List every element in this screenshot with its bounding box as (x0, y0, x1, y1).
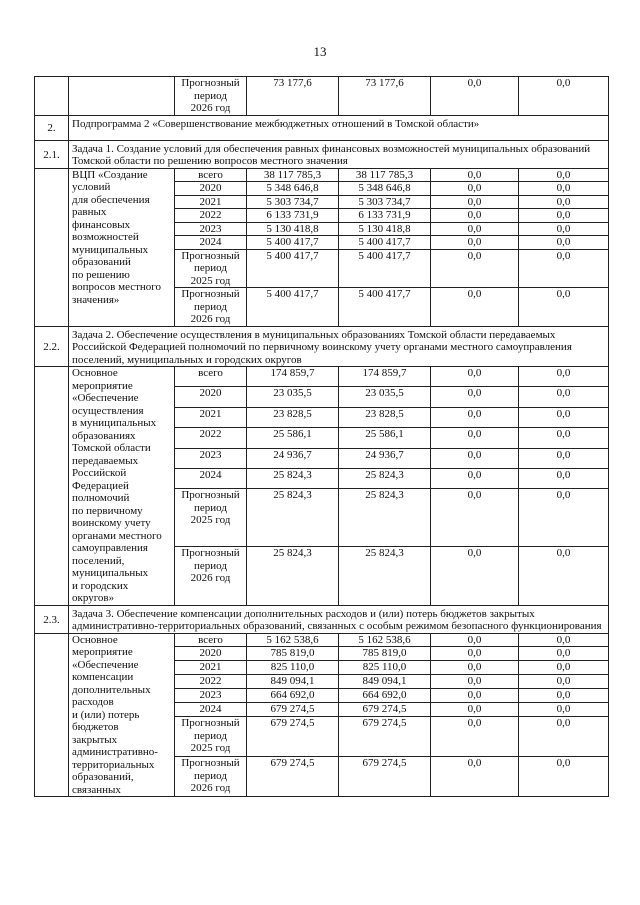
period-cell: Прогнозный период 2025 год (175, 249, 247, 288)
value-cell: 5 130 418,8 (339, 222, 431, 236)
value-cell: 25 824,3 (339, 547, 431, 605)
value-cell: 849 094,1 (247, 675, 339, 689)
value-cell: 73 177,6 (247, 77, 339, 116)
value-cell: 679 274,5 (247, 757, 339, 797)
value-cell: 0,0 (519, 77, 609, 116)
value-cell: 664 692,0 (247, 689, 339, 703)
row-number: 2.2. (35, 326, 69, 367)
task-row (35, 605, 609, 633)
value-cell: 0,0 (431, 689, 519, 703)
period-cell: Прогнозный период 2026 год (175, 757, 247, 797)
period-cell: 2022 (175, 428, 247, 448)
budget-table (34, 76, 609, 797)
period-cell: 2020 (175, 182, 247, 196)
period-cell: всего (175, 367, 247, 387)
task-title: Задача 1. Создание условий для обеспечения равных финансовых возможностей муниципальных образований Томской области по решению вопросов местного значения (69, 140, 609, 168)
value-cell: 5 162 538,6 (247, 633, 339, 647)
period-cell: 2020 (175, 647, 247, 661)
table-row (35, 633, 609, 647)
value-cell: 0,0 (519, 407, 609, 427)
value-cell: 849 094,1 (339, 675, 431, 689)
value-cell: 0,0 (431, 288, 519, 327)
value-cell: 0,0 (519, 489, 609, 547)
number-cell (35, 633, 69, 797)
period-cell: Прогнозный период 2026 год (175, 288, 247, 327)
table-row (35, 168, 609, 182)
value-cell: 0,0 (431, 236, 519, 250)
value-cell: 174 859,7 (247, 367, 339, 387)
period-cell: 2024 (175, 468, 247, 488)
value-cell: 5 400 417,7 (339, 288, 431, 327)
value-cell: 0,0 (519, 703, 609, 717)
value-cell: 0,0 (431, 407, 519, 427)
value-cell: 38 117 785,3 (339, 168, 431, 182)
value-cell: 5 348 646,8 (339, 182, 431, 196)
period-cell: 2024 (175, 236, 247, 250)
activity-name: Основное мероприятие «Обеспечение осуществления в муниципальных образованиях Томской области передаваемых Российской Федерацией полномочий по первичному воинскому учету органами местного самоуправления поселений, муниципальных и городских округов» (69, 367, 175, 606)
value-cell: 23 828,5 (339, 407, 431, 427)
value-cell: 0,0 (431, 547, 519, 605)
value-cell: 0,0 (431, 647, 519, 661)
task-title: Задача 3. Обеспечение компенсации дополнительных расходов и (или) потерь бюджетов закрытых административно-территориальных образований, связанных с особым режимом безопасного функционирования (69, 605, 609, 633)
value-cell: 5 400 417,7 (247, 288, 339, 327)
value-cell: 679 274,5 (339, 703, 431, 717)
value-cell: 0,0 (519, 236, 609, 250)
period-cell: 2022 (175, 675, 247, 689)
value-cell: 0,0 (431, 633, 519, 647)
value-cell: 0,0 (431, 717, 519, 757)
value-cell: 5 303 734,7 (339, 195, 431, 209)
period-cell: 2021 (175, 661, 247, 675)
value-cell: 0,0 (431, 77, 519, 116)
value-cell: 6 133 731,9 (339, 209, 431, 223)
value-cell: 0,0 (519, 209, 609, 223)
value-cell: 0,0 (431, 222, 519, 236)
value-cell: 679 274,5 (247, 703, 339, 717)
value-cell: 0,0 (519, 367, 609, 387)
value-cell: 5 400 417,7 (339, 236, 431, 250)
row-number: 2.3. (35, 605, 69, 633)
value-cell: 0,0 (519, 675, 609, 689)
period-cell: 2023 (175, 448, 247, 468)
value-cell: 785 819,0 (339, 647, 431, 661)
value-cell: 5 162 538,6 (339, 633, 431, 647)
value-cell: 0,0 (519, 387, 609, 407)
value-cell: 0,0 (519, 195, 609, 209)
table-row (35, 367, 609, 387)
value-cell: 0,0 (431, 661, 519, 675)
value-cell: 0,0 (431, 675, 519, 689)
value-cell: 0,0 (519, 647, 609, 661)
value-cell: 38 117 785,3 (247, 168, 339, 182)
value-cell: 0,0 (431, 182, 519, 196)
value-cell: 0,0 (431, 428, 519, 448)
value-cell: 0,0 (519, 182, 609, 196)
value-cell: 0,0 (519, 249, 609, 288)
value-cell: 5 400 417,7 (247, 249, 339, 288)
task-row (35, 326, 609, 367)
value-cell: 23 828,5 (247, 407, 339, 427)
value-cell: 5 303 734,7 (247, 195, 339, 209)
period-cell: Прогнозный период 2025 год (175, 717, 247, 757)
value-cell: 25 824,3 (247, 468, 339, 488)
value-cell: 25 824,3 (339, 468, 431, 488)
value-cell: 0,0 (431, 757, 519, 797)
row-number: 2. (35, 115, 69, 140)
period-cell: 2023 (175, 689, 247, 703)
value-cell: 25 824,3 (247, 547, 339, 605)
task-title: Задача 2. Обеспечение осуществления в муниципальных образованиях Томской области передаваемых Российской Федерацией полномочий по первичному воинскому учету органами местного самоуправления поселений, муниципальных и городских округов (69, 326, 609, 367)
value-cell: 24 936,7 (247, 448, 339, 468)
period-cell: Прогнозный период 2025 год (175, 489, 247, 547)
value-cell: 25 586,1 (247, 428, 339, 448)
value-cell: 23 035,5 (339, 387, 431, 407)
value-cell: 73 177,6 (339, 77, 431, 116)
period-cell: 2024 (175, 703, 247, 717)
value-cell: 5 400 417,7 (247, 236, 339, 250)
value-cell: 0,0 (519, 547, 609, 605)
value-cell: 0,0 (519, 428, 609, 448)
period-cell: Прогнозный период 2026 год (175, 77, 247, 116)
value-cell: 0,0 (431, 387, 519, 407)
value-cell: 0,0 (431, 367, 519, 387)
page-number: 13 (313, 44, 327, 59)
period-cell: 2020 (175, 387, 247, 407)
value-cell: 0,0 (519, 717, 609, 757)
value-cell: 25 824,3 (247, 489, 339, 547)
value-cell: 664 692,0 (339, 689, 431, 703)
period-cell: всего (175, 633, 247, 647)
value-cell: 825 110,0 (339, 661, 431, 675)
number-cell (35, 367, 69, 606)
value-cell: 0,0 (519, 661, 609, 675)
period-cell: 2021 (175, 407, 247, 427)
value-cell: 6 133 731,9 (247, 209, 339, 223)
activity-name: Основное мероприятие «Обеспечение компенсации дополнительных расходов и (или) потерь бюджетов закрытых административно- территориальных образований, связанных (69, 633, 175, 797)
value-cell: 0,0 (431, 703, 519, 717)
value-cell: 679 274,5 (247, 717, 339, 757)
value-cell: 0,0 (431, 168, 519, 182)
value-cell: 24 936,7 (339, 448, 431, 468)
value-cell: 0,0 (431, 468, 519, 488)
period-cell: 2023 (175, 222, 247, 236)
value-cell: 679 274,5 (339, 717, 431, 757)
value-cell: 0,0 (519, 757, 609, 797)
value-cell: 25 586,1 (339, 428, 431, 448)
period-cell: всего (175, 168, 247, 182)
period-cell: 2022 (175, 209, 247, 223)
period-cell: 2021 (175, 195, 247, 209)
value-cell: 0,0 (431, 249, 519, 288)
value-cell: 0,0 (431, 209, 519, 223)
value-cell: 23 035,5 (247, 387, 339, 407)
task-row (35, 140, 609, 168)
activity-name: ВЦП «Создание условий для обеспечения равных финансовых возможностей муниципальных образований по решению вопросов местного значения» (69, 168, 175, 326)
subprogram-title: Подпрограмма 2 «Совершенствование межбюджетных отношений в Томской области» (69, 115, 609, 140)
value-cell: 25 824,3 (339, 489, 431, 547)
value-cell: 0,0 (519, 288, 609, 327)
value-cell: 0,0 (519, 448, 609, 468)
value-cell: 0,0 (519, 689, 609, 703)
value-cell: 0,0 (431, 489, 519, 547)
table-row (35, 77, 609, 116)
value-cell: 174 859,7 (339, 367, 431, 387)
value-cell: 825 110,0 (247, 661, 339, 675)
activity-cell (69, 77, 175, 116)
value-cell: 0,0 (431, 448, 519, 468)
number-cell (35, 77, 69, 116)
value-cell: 0,0 (519, 222, 609, 236)
value-cell: 0,0 (519, 168, 609, 182)
value-cell: 785 819,0 (247, 647, 339, 661)
number-cell (35, 168, 69, 326)
period-cell: Прогнозный период 2026 год (175, 547, 247, 605)
row-number: 2.1. (35, 140, 69, 168)
value-cell: 0,0 (519, 468, 609, 488)
value-cell: 679 274,5 (339, 757, 431, 797)
value-cell: 5 130 418,8 (247, 222, 339, 236)
subprogram-row (35, 115, 609, 140)
value-cell: 0,0 (519, 633, 609, 647)
value-cell: 5 400 417,7 (339, 249, 431, 288)
value-cell: 0,0 (431, 195, 519, 209)
value-cell: 5 348 646,8 (247, 182, 339, 196)
